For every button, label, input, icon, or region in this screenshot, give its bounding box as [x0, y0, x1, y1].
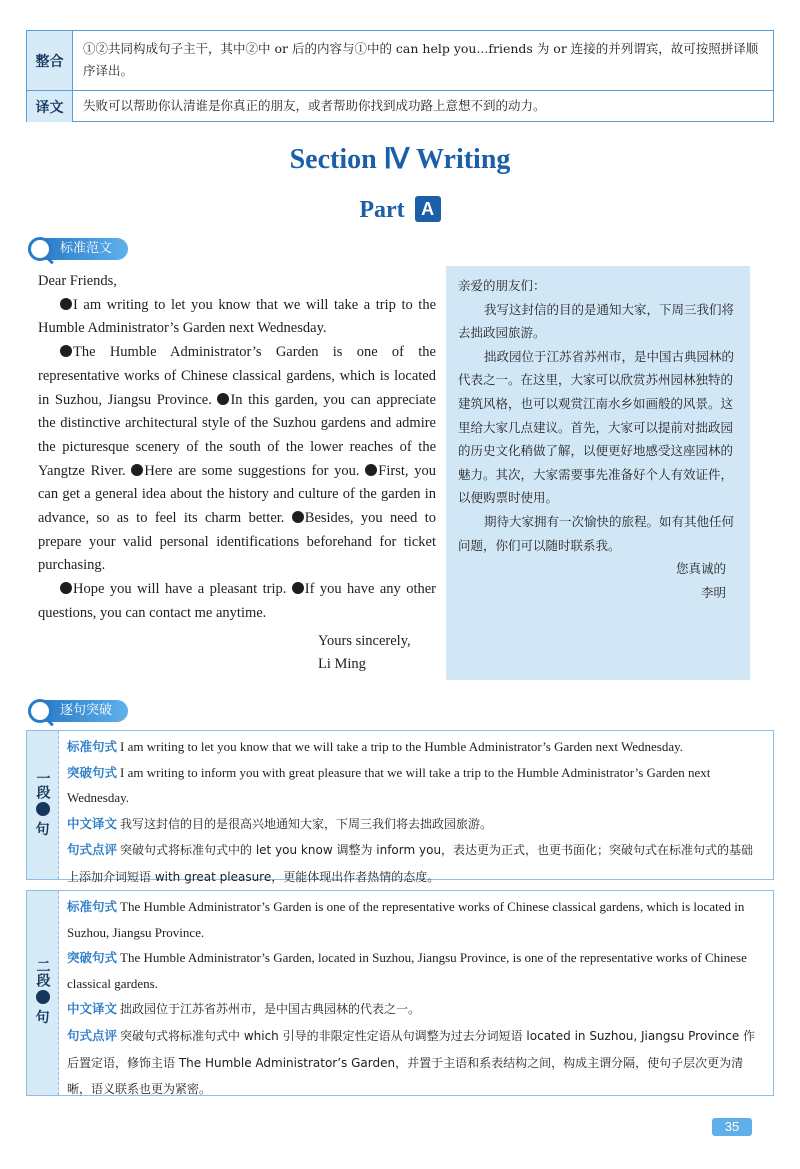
magnifier-icon	[28, 237, 52, 261]
sentence-number-icon	[60, 582, 72, 594]
box1-standard	[67, 734, 765, 760]
note-text-integration: ①②共同构成句子主干，其中②中 or 后的内容与①中的 can help you...friends 为 or 连接的并列谓宾，故可按照拼译顺序译出。	[83, 41, 759, 78]
letter-english	[38, 270, 436, 677]
model-essay-tag	[28, 236, 128, 262]
tag-comment: 句式点评	[67, 1027, 118, 1043]
note-label-translation: 译文	[27, 91, 73, 122]
letter-p2-s5: Besides, you need to prepare your valid personal identifications beforehand for ticket purchasing.	[38, 510, 437, 574]
tag-breakthrough: 突破句式	[67, 764, 118, 780]
part-badge: A	[415, 196, 441, 222]
letter-cn-paragraph-2: 拙政园位于江苏省苏州市，是中国古典园林的代表之一。在这里，大家可以欣赏苏州园林独特的建筑风格，也可以观赏江南水乡如画般的风景。这里给大家几点建议。首先，大家可以提前对拙政园的历史文化稍做了解，以便更好地感受这座园林的魅力。其次，大家需要事先准备好个人有效证件，以便购票时使用。	[458, 348, 735, 506]
box2-standard-text: The Humble Administrator’s Garden is one of the representative works of Chinese classical gardens, which is located in Suzhou, Jiangsu Province.	[67, 899, 745, 940]
letter-paragraph-1	[38, 294, 436, 341]
sentence-number-icon	[131, 464, 143, 476]
box2-translation-text: 拙政园位于江苏省苏州市，是中国古典园林的代表之一。	[120, 1002, 421, 1017]
box1-label-top: 一段	[34, 771, 51, 799]
tag-standard: 标准句式	[67, 739, 118, 754]
sentence-number-icon	[292, 582, 304, 594]
letter-signature: Li Ming	[318, 656, 366, 673]
sentence-box-2-body	[59, 891, 773, 1103]
box1-breakthrough	[67, 760, 765, 811]
sentence-number-icon	[36, 990, 50, 1004]
box1-translation-text: 我写这封信的目的是很高兴地通知大家，下周三我们将去拙政园旅游。	[120, 816, 493, 831]
letter-closing: Yours sincerely,	[318, 632, 411, 649]
letter-p3-s2: If you have any other questions, you can contact me anytime.	[38, 581, 436, 621]
sentence-number-icon	[60, 298, 72, 310]
letter-p1-text: I am writing to let you know that we will take a trip to the Humble Administrator’s Garden next Wednesday.	[38, 296, 436, 337]
part-title	[0, 196, 800, 224]
letter-greeting: Dear Friends,	[38, 273, 117, 289]
letter-paragraph-3	[38, 578, 436, 625]
letter-paragraph-2	[38, 341, 436, 578]
box1-label-bottom: 句	[35, 822, 50, 838]
note-row-integration	[27, 31, 773, 91]
analysis-note-box	[26, 30, 774, 122]
letter-p2-s1: The Humble Administrator’s Garden is one of the representative works of Chinese classical gardens, which is located in Suzhou, Jiangsu Province.	[38, 344, 436, 408]
letter-p2-s2: In this garden, you can appreciate the distinctive architectural style of the Suzhou gardens and admire the picturesque scenery of the south of the lower reaches of the Yangtze River.	[38, 391, 436, 479]
part-title-text: Part	[359, 197, 405, 223]
tag-comment: 句式点评	[67, 842, 118, 858]
box2-comment-text: 突破句式将标准句式中 which 引导的非限定性定语从句调整为过去分词短语 located in Suzhou, Jiangsu Province 作后置定语，修饰主语 The Humble Administrator’s Garden，并置于主语和系表结构之间，构成主谓分隔，使句子层次更为清晰，语义联系也更为紧密。	[67, 1028, 756, 1097]
letter-cn-signature: 李明	[700, 584, 726, 600]
letter-cn-closing: 您真诚的	[675, 561, 726, 577]
box2-breakthrough-text: The Humble Administrator’s Garden, located in Suzhou, Jiangsu Province, is one of the representative works of Chinese classical gardens.	[67, 950, 747, 991]
box1-translation	[67, 811, 765, 838]
sentence-box-2-label	[27, 891, 59, 1095]
box2-standard	[67, 894, 765, 945]
tag-standard: 标准句式	[67, 899, 118, 914]
tag-translation: 中文译文	[67, 1001, 118, 1017]
tag-breakthrough: 突破句式	[67, 950, 118, 966]
sentence-box-1-body	[59, 731, 773, 891]
letter-cn-paragraph-3: 期待大家拥有一次愉快的旅程。如有其他任何问题，你们可以随时联系我。	[458, 513, 735, 553]
sentence-number-icon	[36, 802, 50, 816]
section-title: Section Ⅳ Writing	[289, 144, 511, 175]
breakdown-tag	[28, 698, 128, 724]
note-row-translation	[27, 91, 773, 122]
box1-breakthrough-text: I am writing to inform you with great pleasure that we will take a trip to the Humble Administrator’s Garden next Wednesday.	[67, 764, 711, 806]
box2-label-bottom: 句	[35, 1010, 50, 1026]
sentence-number-icon	[60, 345, 72, 357]
sentence-box-1	[26, 730, 774, 884]
sentence-number-icon	[217, 393, 229, 405]
note-text-translation: 失败可以帮助你认清谁是你真正的朋友，或者帮助你找到成功路上意想不到的动力。	[83, 98, 546, 113]
box1-standard-text: I am writing to let you know that we will take a trip to the Humble Administrator’s Garden next Wednesday.	[120, 739, 684, 754]
sentence-number-icon	[365, 464, 377, 476]
breakdown-tag-text: 逐句突破	[42, 700, 128, 722]
tag-translation: 中文译文	[67, 815, 118, 831]
box2-label-top: 二段	[34, 959, 51, 987]
model-essay-tag-text: 标准范文	[42, 238, 128, 260]
box2-comment	[67, 1023, 765, 1103]
box2-translation	[67, 996, 765, 1023]
box2-breakthrough	[67, 945, 765, 996]
page-number: 35	[712, 1118, 752, 1136]
letter-cn-greeting: 亲爱的朋友们：	[458, 278, 546, 293]
letter-p3-s1: Hope you will have a pleasant trip.	[73, 581, 292, 598]
letter-chinese	[446, 266, 750, 680]
letter-p2-s3: Here are some suggestions for you.	[144, 462, 366, 479]
letter-p2-s4: First, you can get a general idea about the history and culture of the garden in advance, so as to feel its charm better.	[38, 462, 437, 527]
box1-comment	[67, 837, 765, 890]
sentence-box-1-label	[27, 731, 59, 879]
box1-comment-text: 突破句式将标准句式中的 let you know 调整为 inform you，表达更为正式，也更书面化；突破句式在标准句式的基础上添加介词短语 with great pleasure，更能体现出作者热情的态度。	[67, 843, 754, 884]
letter-cn-paragraph-1: 我写这封信的目的是通知大家，下周三我们将去拙政园旅游。	[458, 301, 735, 341]
magnifier-icon	[28, 699, 52, 723]
sentence-number-icon	[292, 511, 304, 523]
sentence-box-2	[26, 890, 774, 1096]
note-label-integration: 整合	[27, 31, 73, 90]
